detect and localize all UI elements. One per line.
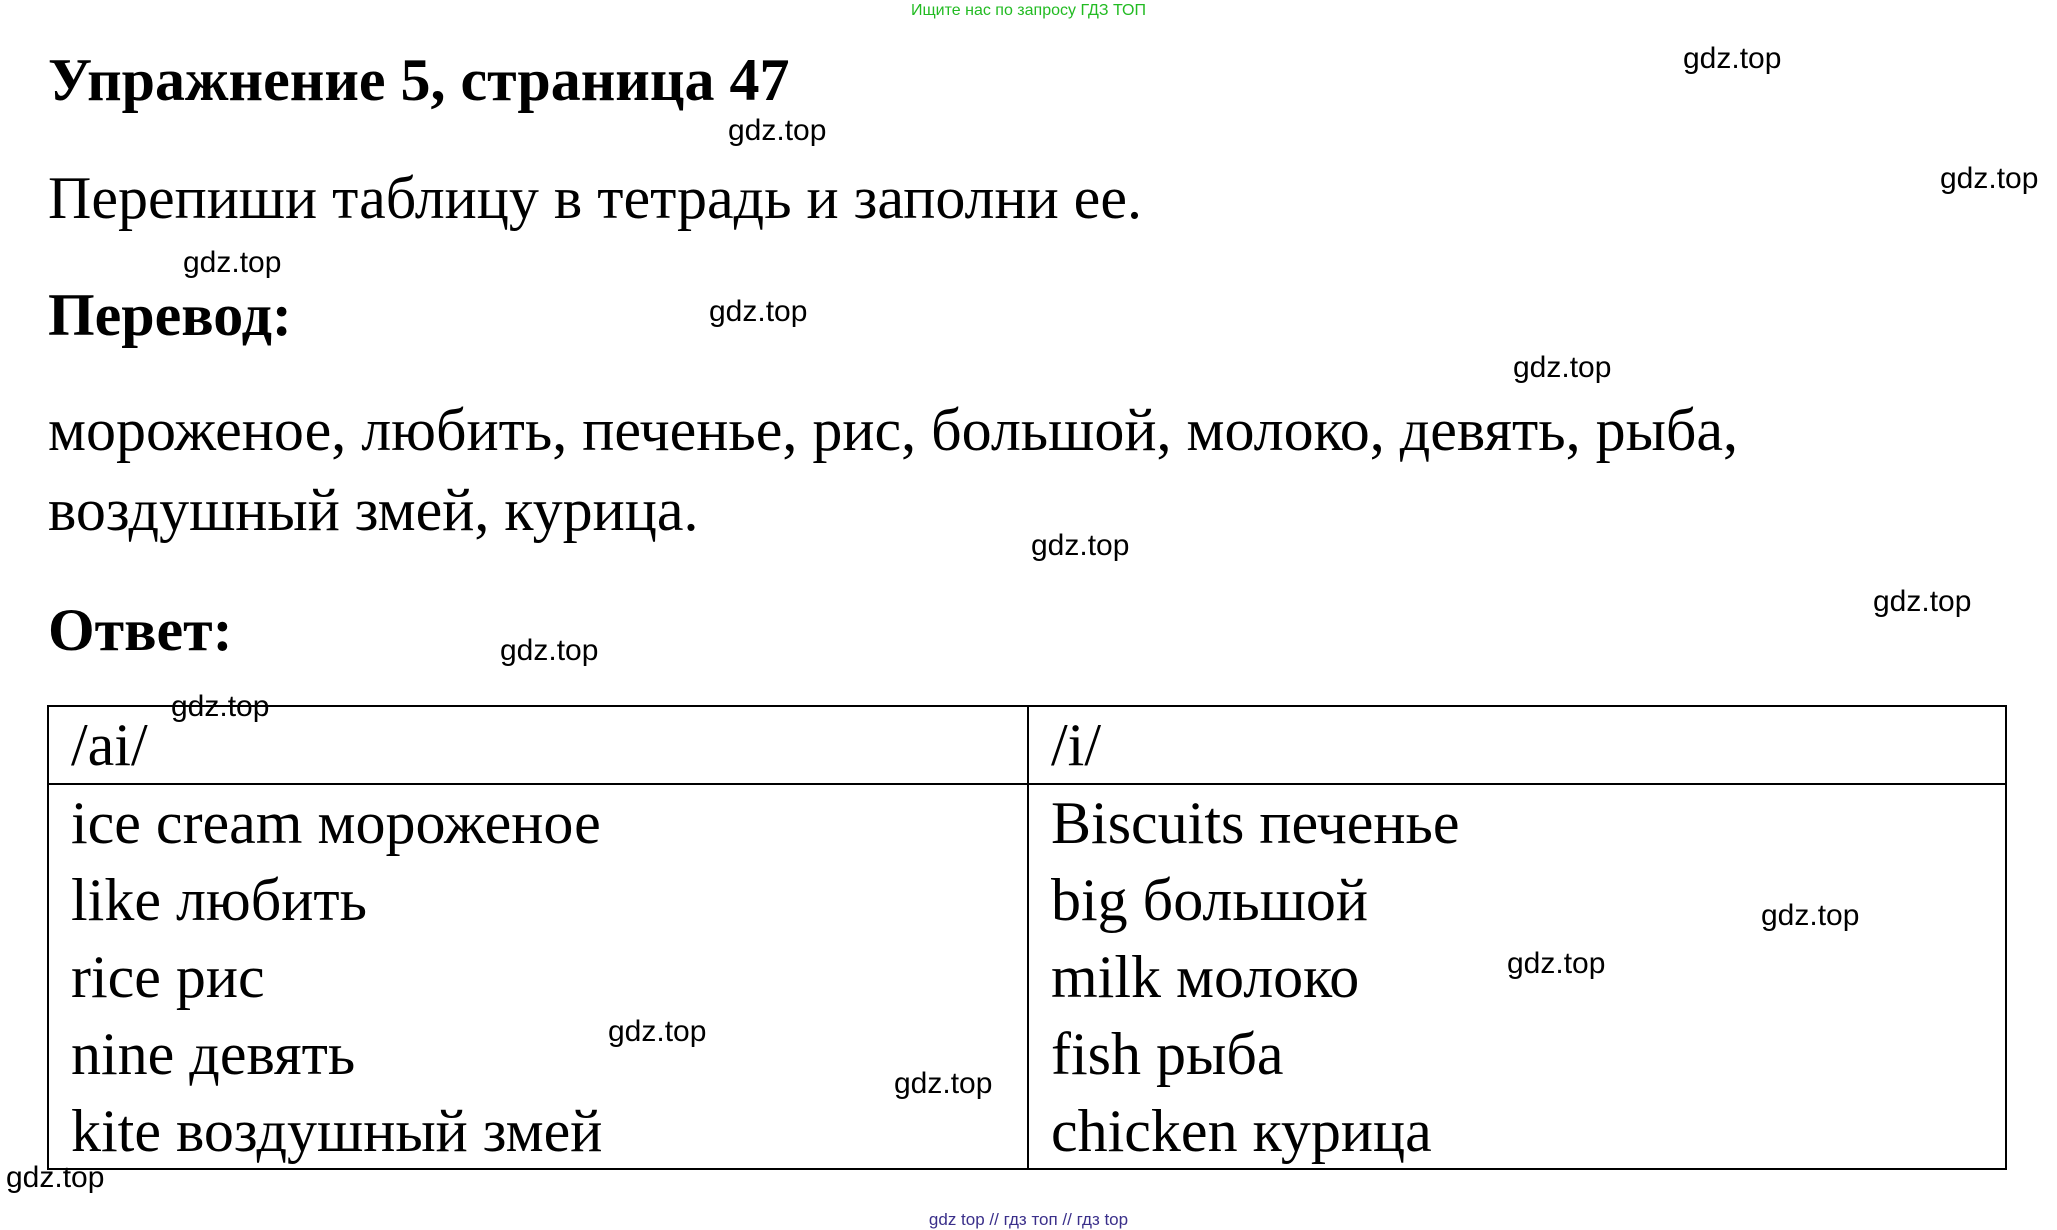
watermark: gdz.top <box>709 295 808 328</box>
watermark: gdz.top <box>1513 351 1612 384</box>
table-row: Biscuits печенье <box>1051 790 1460 856</box>
table-row: big большой <box>1051 867 1369 933</box>
table-header-i: /i/ <box>1029 707 2005 785</box>
table-column-ai <box>49 785 1029 1170</box>
answer-heading: Ответ: <box>48 597 233 663</box>
watermark: gdz.top <box>1683 42 1782 75</box>
watermark: gdz.top <box>6 1161 105 1194</box>
watermark: gdz.top <box>1940 162 2039 195</box>
watermark: gdz.top <box>1761 899 1860 932</box>
watermark: gdz.top <box>183 246 282 279</box>
table-row: ice cream мороженое <box>71 790 601 856</box>
page-title: Упражнение 5, страница 47 <box>48 47 790 113</box>
watermark: gdz.top <box>171 690 270 723</box>
footer-links: gdz top // гдз топ // гдз top <box>928 1210 1129 1229</box>
translation-heading: Перевод: <box>48 282 292 348</box>
exercise-instruction: Перепиши таблицу в тетрадь и заполни ее. <box>48 165 1142 231</box>
watermark: gdz.top <box>728 114 827 147</box>
table-header-ai: /ai/ <box>49 707 1029 785</box>
table-row: chicken курица <box>1051 1098 1432 1164</box>
watermark: gdz.top <box>1873 585 1972 618</box>
table-row: milk молоко <box>1051 944 1360 1010</box>
top-banner: Ищите нас по запросу ГДЗ ТОП <box>911 2 1146 19</box>
table-row: like любить <box>71 867 367 933</box>
watermark: gdz.top <box>500 634 599 667</box>
watermark: gdz.top <box>894 1067 993 1100</box>
watermark: gdz.top <box>1507 947 1606 980</box>
watermark: gdz.top <box>608 1015 707 1048</box>
table-row: fish рыба <box>1051 1021 1284 1087</box>
table-row: nine девять <box>71 1021 356 1087</box>
answer-table <box>47 705 2007 1170</box>
translation-text: мороженое, любить, печенье, рис, большой, молоко, девять, рыба, воздушный змей, курица. <box>48 397 1739 543</box>
table-row: kite воздушный змей <box>71 1098 603 1164</box>
table-row: rice рис <box>71 944 265 1010</box>
watermark: gdz.top <box>1031 529 1130 562</box>
